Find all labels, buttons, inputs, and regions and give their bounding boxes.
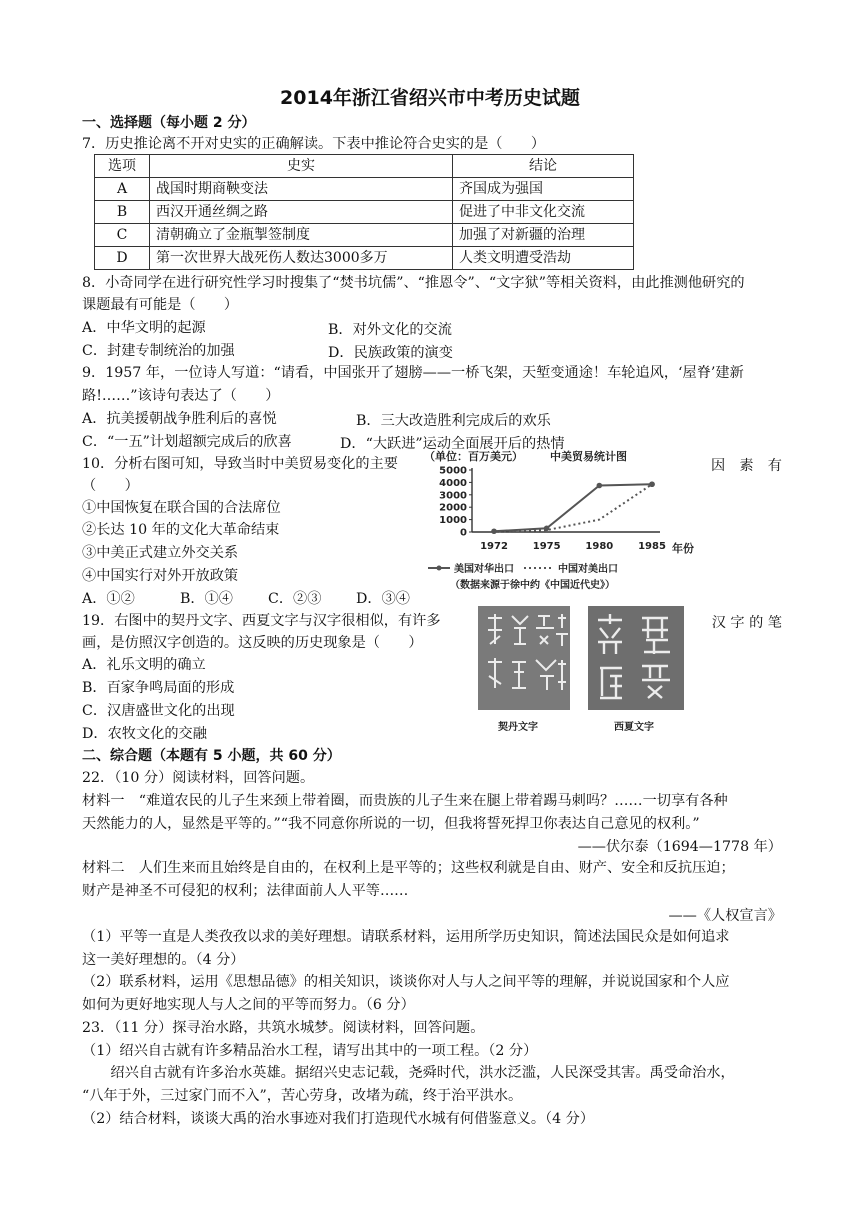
q9-option-d: D．“大跃进”运动全面展开后的热情 (340, 436, 565, 452)
chart-source: （数据来源于徐中约《中国近代史》） (450, 580, 615, 591)
q22-part1-line1: （1）平等一直是人类孜孜以求的美好理想。请联系材料，运用所学历史知识，简述法国民众是如何追求 (82, 929, 730, 945)
chart-y-tick-label: 5000 (439, 465, 467, 477)
table-cell: 清朝确立了金瓶掣签制度 (150, 224, 453, 247)
chart-y-tick-label: 0 (460, 527, 467, 539)
q8-option-a: A．中华文明的起源 (82, 320, 206, 336)
chart-y-tick-label: 1000 (439, 515, 467, 527)
q19-stem-line2: 画，是仿照汉字创造的。这反映的历史现象是（ ） (82, 635, 423, 651)
chart-y-tick-label: 2000 (439, 502, 467, 514)
chart-title: 中美贸易统计图 (550, 450, 627, 463)
table-header-cell: 史实 (150, 155, 453, 178)
chart-y-tick-label: 4000 (439, 477, 467, 489)
chart-point (597, 483, 603, 489)
q23-part1: （1）绍兴自古就有许多精品治水工程，请写出其中的一项工程。（2 分） (82, 1043, 538, 1059)
q9-option-b: B．三大改造胜利完成后的欢乐 (356, 413, 551, 429)
q22-part2-line2: 如何为更好地实现人与人之间的平等而努力。（6 分） (82, 997, 415, 1013)
q22-material1-line2: 天然能力的人，显然是平等的。”“我不同意你所说的一切，但我将誓死捍卫你表达自己意见的权利。” (82, 816, 700, 832)
q9-option-c: C．“一五”计划超额完成后的欣喜 (82, 434, 292, 450)
chart-series-line-0 (494, 484, 652, 531)
q19-option-c: C．汉唐盛世文化的出现 (82, 703, 235, 719)
chart-x-tick-label: 1972 (480, 541, 508, 552)
q10-stem-line1: 10．分析右图可知，导致当时中美贸易变化的主要 (82, 456, 398, 472)
section-heading-comprehensive: 二、综合题（本题有 5 小题，共 60 分） (82, 748, 341, 764)
khitan-caption: 契丹文字 (498, 722, 538, 733)
q10-option-a: A．①② (82, 591, 135, 607)
chart-point (649, 481, 655, 487)
q22-material2-source: ——《人权宣言》 (668, 908, 782, 924)
q10-item: ③中美正式建立外交关系 (82, 545, 239, 561)
q19-option-d: D．农牧文化的交融 (82, 726, 207, 742)
table-row (95, 201, 634, 224)
q22-stem: 22．（10 分）阅读材料，回答问题。 (82, 770, 315, 786)
q10-stem-line1-end: 因 素 有 (711, 458, 782, 474)
q9-option-a: A．抗美援朝战争胜利后的喜悦 (82, 411, 277, 427)
chart-x-label: 年份 (672, 542, 694, 555)
section-heading-choice: 一、选择题（每小题 2 分） (82, 115, 256, 131)
q10-option-d: D．③④ (356, 591, 410, 607)
q22-material2-line1: 材料二 人们生来而且始终是自由的，在权利上是平等的；这些权利就是自由、财产、安全和反抗压迫； (82, 860, 735, 876)
xixia-script-image (588, 606, 684, 710)
q8-option-c: C．封建专制统治的加强 (82, 343, 235, 359)
khitan-script-image (478, 606, 570, 710)
q19-stem-line1: 19．右图中的契丹文字、西夏文字与汉字很相似，有许多 (82, 613, 441, 629)
q8-stem-line1: 8．小奇同学在进行研究性学习时搜集了“焚书坑儒”、“推恩令”、“文字狱”等相关资料，由此推测他研究的 (82, 275, 745, 291)
table-header-cell: 结论 (453, 155, 634, 178)
q23-material-line2: “八年于外，三过家门而不入”，苦心劳身，改堵为疏，终于治平洪水。 (82, 1088, 523, 1104)
table-cell: 人类文明遭受浩劫 (453, 247, 634, 270)
q10-stem-line2: （ ） (82, 478, 139, 494)
table-cell: 加强了对新疆的治理 (453, 224, 634, 247)
q23-material-line1: 绍兴自古就有许多治水英雄。据绍兴史志记载，尧舜时代，洪水泛滥，人民深受其害。禹受命治水， (82, 1065, 735, 1081)
trade-chart (420, 446, 710, 596)
table-cell: 齐国成为强国 (453, 178, 634, 201)
q22-part2-line1: （2）联系材料，运用《思想品德》的相关知识，谈谈你对人与人之间平等的理解，并说说国家和个人应 (82, 974, 730, 990)
table-row (95, 178, 634, 201)
chart-x-tick-label: 1975 (532, 541, 561, 552)
chart-x-tick-label: 1980 (585, 541, 614, 552)
q19-stem-line1-end: 汉 字 的 笔 (711, 615, 782, 631)
q8-option-b: B．对外文化的交流 (328, 322, 452, 338)
q9-stem-line1: 9．1957 年，一位诗人写道：“请看，中国张开了翅膀——一桥飞架，天堑变通途！车轮追风，‘屋脊’建新 (82, 365, 744, 381)
q19-option-b: B．百家争鸣局面的形成 (82, 680, 235, 696)
table-cell: C (95, 224, 150, 247)
xixia-caption: 西夏文字 (614, 722, 654, 733)
table-cell: D (95, 247, 150, 270)
q10-item: ②长达 10 年的文化大革命结束 (82, 522, 280, 538)
chart-x-tick-label: 1985 (638, 541, 666, 552)
q8-stem-line2: 课题最有可能是（ ） (82, 297, 239, 313)
q10-item: ①中国恢复在联合国的合法席位 (82, 500, 281, 516)
table-header-row (95, 155, 634, 178)
q10-option-b: B．①④ (180, 591, 233, 607)
q10-item: ④中国实行对外开放政策 (82, 568, 239, 584)
q22-material1-source: ——伏尔泰（1694—1778 年） (577, 839, 782, 855)
legend-label-cn: 中国对美出口 (558, 564, 618, 575)
table-row (95, 247, 634, 270)
chart-unit-label: （单位：百万美元） (424, 450, 523, 463)
q10-option-c: C．②③ (268, 591, 322, 607)
q8-option-d: D．民族政策的演变 (328, 345, 453, 361)
table-cell: 战国时期商鞅变法 (150, 178, 453, 201)
q23-part2: （2）结合材料，谈谈大禹的治水事迹对我们打造现代水城有何借鉴意义。（4 分） (82, 1111, 595, 1127)
q9-stem-line2: 路!……”该诗句表达了（ ） (82, 388, 280, 404)
table-cell: B (95, 201, 150, 224)
table-header-cell: 选项 (95, 155, 150, 178)
q22-part1-line2: 这一美好理想的。（4 分） (82, 952, 245, 968)
page-title: 2014年浙江省绍兴市中考历史试题 (280, 87, 580, 109)
legend-label-us: 美国对华出口 (454, 564, 514, 575)
legend-marker-us (437, 566, 442, 571)
table-cell: 促进了中非文化交流 (453, 201, 634, 224)
table-cell: 西汉开通丝绸之路 (150, 201, 453, 224)
q7-table (94, 154, 634, 270)
q22-material1-line1: 材料一 “难道农民的儿子生来颈上带着圈，而贵族的儿子生来在腿上带着踢马刺吗？……一切享有各种 (82, 793, 728, 809)
q22-material2-line2: 财产是神圣不可侵犯的权利；法律面前人人平等…… (82, 883, 409, 899)
q7-stem: 7．历史推论离不开对史实的正确解读。下表中推论符合史实的是（ ） (82, 136, 546, 152)
chart-y-tick-label: 3000 (439, 490, 467, 502)
q23-stem: 23．（11 分）探寻治水路，共筑水城梦。阅读材料，回答问题。 (82, 1020, 485, 1036)
table-cell: A (95, 178, 150, 201)
table-row (95, 224, 634, 247)
q19-option-a: A．礼乐文明的确立 (82, 657, 206, 673)
table-cell: 第一次世界大战死伤人数达3000多万 (150, 247, 453, 270)
